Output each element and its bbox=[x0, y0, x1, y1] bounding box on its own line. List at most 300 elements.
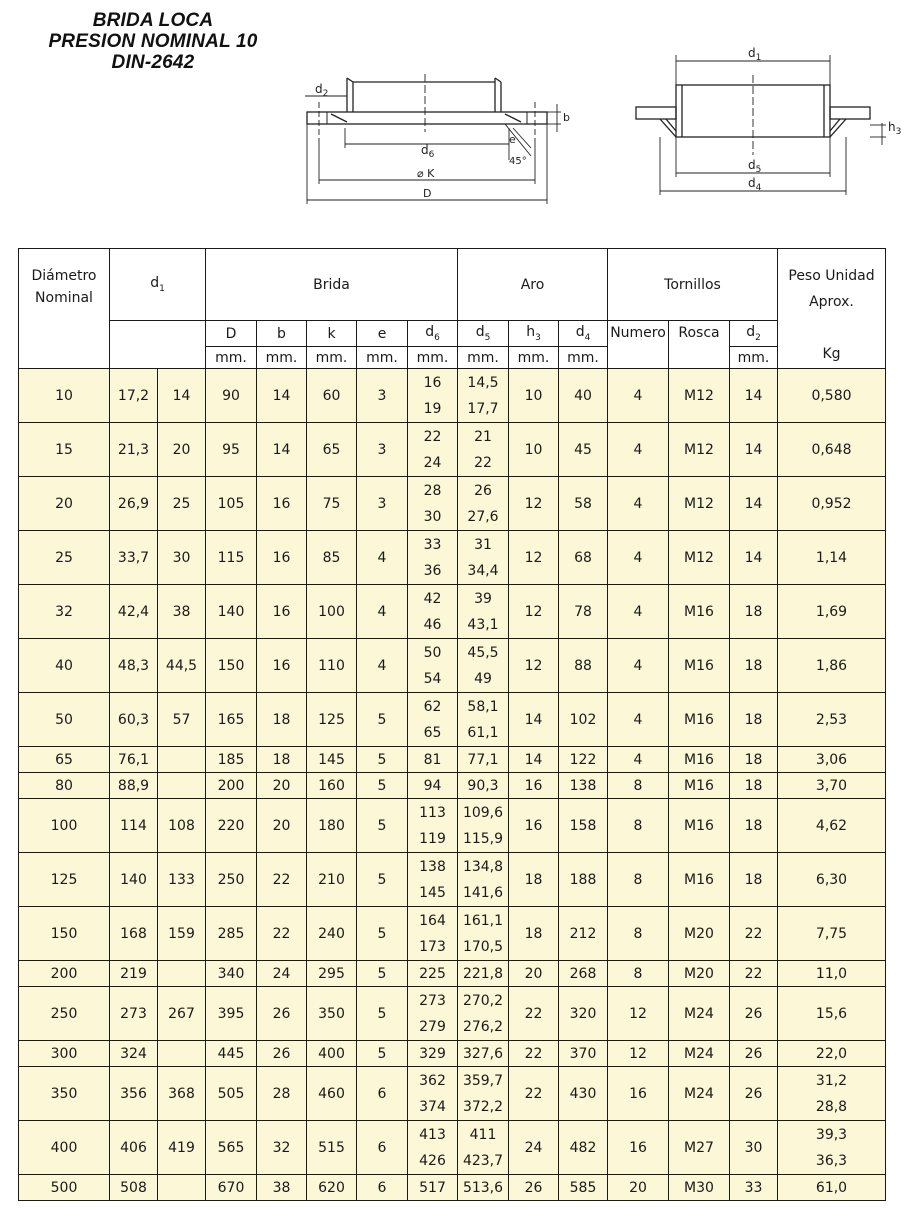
cell-e: 5 bbox=[357, 773, 408, 799]
cell-d5: 513,6 bbox=[458, 1175, 509, 1201]
cell-d2: 18 bbox=[730, 585, 778, 639]
cell-iso: 406 bbox=[110, 1121, 158, 1175]
table-row bbox=[19, 961, 886, 987]
cell-rosca: M16 bbox=[669, 585, 730, 639]
cell-d2: 14 bbox=[730, 531, 778, 585]
cell-d2: 18 bbox=[730, 799, 778, 853]
unit-d2: mm. bbox=[730, 347, 778, 369]
cell-d4: 40 bbox=[559, 369, 608, 423]
cell-k: 400 bbox=[307, 1041, 357, 1067]
cell-h3: 24 bbox=[509, 1121, 559, 1175]
cell-d6: 33 36 bbox=[408, 531, 458, 585]
unit-b: mm. bbox=[257, 347, 307, 369]
cell-rosca: M16 bbox=[669, 773, 730, 799]
cell-b: 18 bbox=[257, 693, 307, 747]
table-row bbox=[19, 369, 886, 423]
cell-d4: 138 bbox=[559, 773, 608, 799]
cell-k: 160 bbox=[307, 773, 357, 799]
cell-D: 105 bbox=[206, 477, 257, 531]
cell-rosca: M24 bbox=[669, 1041, 730, 1067]
cell-d4: 188 bbox=[559, 853, 608, 907]
header-peso: Peso Unidad Aprox. Kg bbox=[778, 249, 886, 369]
cell-numero: 20 bbox=[608, 1175, 669, 1201]
cell-d5: 31 34,4 bbox=[458, 531, 509, 585]
table-row bbox=[19, 1121, 886, 1175]
cell-peso: 0,580 bbox=[778, 369, 886, 423]
cell-d5: 109,6 115,9 bbox=[458, 799, 509, 853]
cell-rosca: M24 bbox=[669, 987, 730, 1041]
cell-k: 620 bbox=[307, 1175, 357, 1201]
cell-d2: 26 bbox=[730, 1067, 778, 1121]
cell-dn: 20 bbox=[19, 477, 110, 531]
header-d4: $d_4$ bbox=[559, 321, 608, 347]
cell-k: 350 bbox=[307, 987, 357, 1041]
cell-D: 165 bbox=[206, 693, 257, 747]
cell-d4: 68 bbox=[559, 531, 608, 585]
cell-rosca: M20 bbox=[669, 907, 730, 961]
cell-d6: 28 30 bbox=[408, 477, 458, 531]
cell-e: 3 bbox=[357, 423, 408, 477]
cell-b: 20 bbox=[257, 799, 307, 853]
cell-d6: 329 bbox=[408, 1041, 458, 1067]
cell-h3: 12 bbox=[509, 639, 559, 693]
cell-d6: 16 19 bbox=[408, 369, 458, 423]
cell-iso: 273 bbox=[110, 987, 158, 1041]
cell-d4: 212 bbox=[559, 907, 608, 961]
cell-peso: 0,952 bbox=[778, 477, 886, 531]
cell-peso: 6,30 bbox=[778, 853, 886, 907]
cell-din bbox=[158, 1175, 206, 1201]
header-D: D bbox=[206, 321, 257, 347]
cell-d5: 39 43,1 bbox=[458, 585, 509, 639]
cell-k: 85 bbox=[307, 531, 357, 585]
table-row bbox=[19, 799, 886, 853]
cell-D: 505 bbox=[206, 1067, 257, 1121]
cell-d5: 134,8 141,6 bbox=[458, 853, 509, 907]
cell-b: 32 bbox=[257, 1121, 307, 1175]
cell-k: 210 bbox=[307, 853, 357, 907]
header-brida: Brida bbox=[206, 249, 458, 321]
header-d1: $d_1$ bbox=[110, 249, 206, 321]
cell-din bbox=[158, 1041, 206, 1067]
cell-h3: 12 bbox=[509, 585, 559, 639]
label-d6: $d_6$ bbox=[421, 143, 435, 160]
cell-h3: 18 bbox=[509, 853, 559, 907]
cell-k: 125 bbox=[307, 693, 357, 747]
cell-rosca: M24 bbox=[669, 1067, 730, 1121]
cell-D: 670 bbox=[206, 1175, 257, 1201]
cell-din: 419 bbox=[158, 1121, 206, 1175]
cell-e: 4 bbox=[357, 639, 408, 693]
cell-D: 115 bbox=[206, 531, 257, 585]
cell-e: 6 bbox=[357, 1175, 408, 1201]
cell-k: 295 bbox=[307, 961, 357, 987]
cell-peso: 1,86 bbox=[778, 639, 886, 693]
cell-dn: 400 bbox=[19, 1121, 110, 1175]
cell-peso: 0,648 bbox=[778, 423, 886, 477]
cell-e: 5 bbox=[357, 987, 408, 1041]
cell-D: 445 bbox=[206, 1041, 257, 1067]
cell-h3: 22 bbox=[509, 1041, 559, 1067]
cell-numero: 4 bbox=[608, 531, 669, 585]
cell-d6: 164 173 bbox=[408, 907, 458, 961]
cell-d4: 58 bbox=[559, 477, 608, 531]
cell-b: 28 bbox=[257, 1067, 307, 1121]
cell-h3: 10 bbox=[509, 369, 559, 423]
cell-D: 95 bbox=[206, 423, 257, 477]
table-row bbox=[19, 1067, 886, 1121]
header-d1-sub bbox=[110, 321, 206, 369]
cell-D: 150 bbox=[206, 639, 257, 693]
unit-k: mm. bbox=[307, 347, 357, 369]
unit-d4: mm. bbox=[559, 347, 608, 369]
table-row bbox=[19, 1041, 886, 1067]
cell-k: 145 bbox=[307, 747, 357, 773]
cell-D: 285 bbox=[206, 907, 257, 961]
header-numero: Numero bbox=[608, 321, 669, 369]
cell-din: 30 bbox=[158, 531, 206, 585]
cell-d6: 113 119 bbox=[408, 799, 458, 853]
cell-h3: 18 bbox=[509, 907, 559, 961]
label-d1: $d_1$ bbox=[748, 46, 762, 63]
title-line-2: PRESION NOMINAL 10 bbox=[48, 31, 258, 52]
unit-e: mm. bbox=[357, 347, 408, 369]
cell-iso: 219 bbox=[110, 961, 158, 987]
cell-h3: 12 bbox=[509, 531, 559, 585]
cell-peso: 4,62 bbox=[778, 799, 886, 853]
cell-dn: 100 bbox=[19, 799, 110, 853]
header-tornillos: Tornillos bbox=[608, 249, 778, 321]
header-e: e bbox=[357, 321, 408, 347]
cell-k: 75 bbox=[307, 477, 357, 531]
cell-d4: 320 bbox=[559, 987, 608, 1041]
cell-din bbox=[158, 773, 206, 799]
cell-iso: 17,2 bbox=[110, 369, 158, 423]
cell-d5: 359,7 372,2 bbox=[458, 1067, 509, 1121]
cell-b: 38 bbox=[257, 1175, 307, 1201]
cell-b: 26 bbox=[257, 987, 307, 1041]
cell-iso: 114 bbox=[110, 799, 158, 853]
cell-d6: 42 46 bbox=[408, 585, 458, 639]
cell-d5: 58,1 61,1 bbox=[458, 693, 509, 747]
unit-h3: mm. bbox=[509, 347, 559, 369]
cell-e: 5 bbox=[357, 961, 408, 987]
cell-d5: 14,5 17,7 bbox=[458, 369, 509, 423]
header-d5: $d_5$ bbox=[458, 321, 509, 347]
cell-d4: 88 bbox=[559, 639, 608, 693]
cell-d5: 411 423,7 bbox=[458, 1121, 509, 1175]
cell-d4: 430 bbox=[559, 1067, 608, 1121]
header-diametro-nominal: Diámetro Nominal bbox=[19, 249, 110, 369]
cell-rosca: M30 bbox=[669, 1175, 730, 1201]
header-k: k bbox=[307, 321, 357, 347]
cell-numero: 4 bbox=[608, 747, 669, 773]
cell-k: 110 bbox=[307, 639, 357, 693]
cell-d5: 221,8 bbox=[458, 961, 509, 987]
cell-rosca: M16 bbox=[669, 693, 730, 747]
cell-d4: 45 bbox=[559, 423, 608, 477]
header-b: b bbox=[257, 321, 307, 347]
cell-rosca: M20 bbox=[669, 961, 730, 987]
cell-iso: 48,3 bbox=[110, 639, 158, 693]
cell-b: 16 bbox=[257, 585, 307, 639]
cell-rosca: M16 bbox=[669, 747, 730, 773]
cell-d6: 81 bbox=[408, 747, 458, 773]
flange-spec-table bbox=[18, 248, 886, 1201]
cell-d6: 273 279 bbox=[408, 987, 458, 1041]
cell-b: 18 bbox=[257, 747, 307, 773]
cell-d2: 26 bbox=[730, 1041, 778, 1067]
cell-d4: 585 bbox=[559, 1175, 608, 1201]
header-d2: $d_2$ bbox=[730, 321, 778, 347]
cell-d4: 482 bbox=[559, 1121, 608, 1175]
cell-b: 16 bbox=[257, 531, 307, 585]
cell-din: 368 bbox=[158, 1067, 206, 1121]
cell-d4: 102 bbox=[559, 693, 608, 747]
table-row bbox=[19, 693, 886, 747]
cell-b: 22 bbox=[257, 907, 307, 961]
document-title bbox=[18, 10, 288, 73]
cell-dn: 500 bbox=[19, 1175, 110, 1201]
cell-numero: 16 bbox=[608, 1121, 669, 1175]
cell-e: 5 bbox=[357, 693, 408, 747]
cell-d5: 90,3 bbox=[458, 773, 509, 799]
cell-numero: 4 bbox=[608, 585, 669, 639]
label-d2: $d_2$ bbox=[315, 82, 329, 99]
cell-e: 5 bbox=[357, 747, 408, 773]
cell-peso: 61,0 bbox=[778, 1175, 886, 1201]
cell-D: 140 bbox=[206, 585, 257, 639]
cell-numero: 8 bbox=[608, 773, 669, 799]
cell-e: 5 bbox=[357, 907, 408, 961]
cell-d2: 18 bbox=[730, 693, 778, 747]
cell-d6: 94 bbox=[408, 773, 458, 799]
cell-e: 6 bbox=[357, 1067, 408, 1121]
cell-d2: 14 bbox=[730, 423, 778, 477]
label-d5: $d_5$ bbox=[748, 158, 762, 175]
cell-dn: 300 bbox=[19, 1041, 110, 1067]
cell-h3: 20 bbox=[509, 961, 559, 987]
unit-d6: mm. bbox=[408, 347, 458, 369]
cell-din: 108 bbox=[158, 799, 206, 853]
cell-d5: 327,6 bbox=[458, 1041, 509, 1067]
cell-D: 220 bbox=[206, 799, 257, 853]
cell-iso: 140 bbox=[110, 853, 158, 907]
cell-b: 20 bbox=[257, 773, 307, 799]
cell-dn: 200 bbox=[19, 961, 110, 987]
table-row bbox=[19, 987, 886, 1041]
table-row bbox=[19, 1175, 886, 1201]
cell-peso: 1,69 bbox=[778, 585, 886, 639]
cell-e: 3 bbox=[357, 477, 408, 531]
cell-D: 565 bbox=[206, 1121, 257, 1175]
cell-d6: 362 374 bbox=[408, 1067, 458, 1121]
cell-dn: 80 bbox=[19, 773, 110, 799]
cell-d2: 18 bbox=[730, 747, 778, 773]
cell-k: 100 bbox=[307, 585, 357, 639]
cell-din: 44,5 bbox=[158, 639, 206, 693]
cell-rosca: M12 bbox=[669, 369, 730, 423]
cell-d2: 22 bbox=[730, 961, 778, 987]
cell-b: 16 bbox=[257, 477, 307, 531]
cell-e: 6 bbox=[357, 1121, 408, 1175]
cell-d4: 158 bbox=[559, 799, 608, 853]
cell-rosca: M16 bbox=[669, 853, 730, 907]
cell-din: 133 bbox=[158, 853, 206, 907]
cell-iso: 42,4 bbox=[110, 585, 158, 639]
cell-rosca: M12 bbox=[669, 531, 730, 585]
cell-D: 340 bbox=[206, 961, 257, 987]
cell-numero: 12 bbox=[608, 987, 669, 1041]
table-row bbox=[19, 477, 886, 531]
cell-d2: 22 bbox=[730, 907, 778, 961]
cell-iso: 26,9 bbox=[110, 477, 158, 531]
cell-iso: 76,1 bbox=[110, 747, 158, 773]
cell-b: 22 bbox=[257, 853, 307, 907]
cell-numero: 4 bbox=[608, 477, 669, 531]
cell-iso: 60,3 bbox=[110, 693, 158, 747]
label-h3: $h_3$ bbox=[888, 120, 902, 137]
cell-d2: 18 bbox=[730, 639, 778, 693]
cell-numero: 8 bbox=[608, 853, 669, 907]
cell-iso: 33,7 bbox=[110, 531, 158, 585]
cell-b: 24 bbox=[257, 961, 307, 987]
cell-d6: 22 24 bbox=[408, 423, 458, 477]
cell-h3: 10 bbox=[509, 423, 559, 477]
cell-peso: 15,6 bbox=[778, 987, 886, 1041]
cell-D: 200 bbox=[206, 773, 257, 799]
cell-peso: 39,3 36,3 bbox=[778, 1121, 886, 1175]
cell-d6: 138 145 bbox=[408, 853, 458, 907]
cell-din: 14 bbox=[158, 369, 206, 423]
cell-rosca: M27 bbox=[669, 1121, 730, 1175]
cell-peso: 11,0 bbox=[778, 961, 886, 987]
cell-din: 25 bbox=[158, 477, 206, 531]
cell-D: 395 bbox=[206, 987, 257, 1041]
title-line-3: DIN-2642 bbox=[111, 52, 195, 73]
cell-din: 20 bbox=[158, 423, 206, 477]
header-rosca: Rosca bbox=[669, 321, 730, 369]
cell-numero: 12 bbox=[608, 1041, 669, 1067]
cell-dn: 65 bbox=[19, 747, 110, 773]
cell-k: 515 bbox=[307, 1121, 357, 1175]
cell-numero: 4 bbox=[608, 423, 669, 477]
title-line-1: BRIDA LOCA bbox=[92, 10, 214, 31]
table-row bbox=[19, 773, 886, 799]
cell-din: 38 bbox=[158, 585, 206, 639]
header-d6: $d_6$ bbox=[408, 321, 458, 347]
cell-dn: 250 bbox=[19, 987, 110, 1041]
cell-d2: 26 bbox=[730, 987, 778, 1041]
cell-d5: 161,1 170,5 bbox=[458, 907, 509, 961]
cell-iso: 168 bbox=[110, 907, 158, 961]
cell-dn: 350 bbox=[19, 1067, 110, 1121]
table-row bbox=[19, 639, 886, 693]
cell-d4: 268 bbox=[559, 961, 608, 987]
cell-b: 14 bbox=[257, 369, 307, 423]
cell-peso: 22,0 bbox=[778, 1041, 886, 1067]
cell-d2: 33 bbox=[730, 1175, 778, 1201]
cell-rosca: M12 bbox=[669, 423, 730, 477]
cell-h3: 26 bbox=[509, 1175, 559, 1201]
cell-iso: 88,9 bbox=[110, 773, 158, 799]
flange-drawing bbox=[295, 72, 575, 212]
cell-numero: 16 bbox=[608, 1067, 669, 1121]
cell-k: 180 bbox=[307, 799, 357, 853]
cell-d5: 45,5 49 bbox=[458, 639, 509, 693]
cell-e: 4 bbox=[357, 585, 408, 639]
label-d: D bbox=[423, 187, 432, 200]
cell-d4: 370 bbox=[559, 1041, 608, 1067]
cell-d6: 413 426 bbox=[408, 1121, 458, 1175]
label-d4: $d_4$ bbox=[748, 176, 762, 193]
cell-din bbox=[158, 747, 206, 773]
cell-peso: 2,53 bbox=[778, 693, 886, 747]
unit-D: mm. bbox=[206, 347, 257, 369]
label-angle: 45° bbox=[509, 156, 527, 167]
cell-dn: 25 bbox=[19, 531, 110, 585]
cell-peso: 31,2 28,8 bbox=[778, 1067, 886, 1121]
cell-numero: 8 bbox=[608, 961, 669, 987]
cell-peso: 7,75 bbox=[778, 907, 886, 961]
cell-d5: 77,1 bbox=[458, 747, 509, 773]
cell-d2: 18 bbox=[730, 853, 778, 907]
cell-b: 14 bbox=[257, 423, 307, 477]
cell-d6: 225 bbox=[408, 961, 458, 987]
cell-numero: 8 bbox=[608, 907, 669, 961]
cell-d5: 270,2 276,2 bbox=[458, 987, 509, 1041]
cell-b: 16 bbox=[257, 639, 307, 693]
cell-dn: 15 bbox=[19, 423, 110, 477]
header-h3: $h_3$ bbox=[509, 321, 559, 347]
ring-drawing bbox=[630, 45, 900, 205]
table-row bbox=[19, 585, 886, 639]
cell-h3: 14 bbox=[509, 693, 559, 747]
cell-iso: 508 bbox=[110, 1175, 158, 1201]
cell-k: 240 bbox=[307, 907, 357, 961]
cell-d5: 21 22 bbox=[458, 423, 509, 477]
cell-dn: 50 bbox=[19, 693, 110, 747]
cell-numero: 4 bbox=[608, 693, 669, 747]
cell-numero: 4 bbox=[608, 369, 669, 423]
cell-rosca: M16 bbox=[669, 799, 730, 853]
cell-rosca: M16 bbox=[669, 639, 730, 693]
table-row bbox=[19, 747, 886, 773]
cell-b: 26 bbox=[257, 1041, 307, 1067]
cell-h3: 16 bbox=[509, 799, 559, 853]
cell-e: 5 bbox=[357, 1041, 408, 1067]
label-k: ⌀ K bbox=[417, 167, 435, 180]
header-aro: Aro bbox=[458, 249, 608, 321]
label-b: b bbox=[563, 111, 570, 124]
cell-e: 5 bbox=[357, 799, 408, 853]
cell-dn: 40 bbox=[19, 639, 110, 693]
cell-iso: 324 bbox=[110, 1041, 158, 1067]
cell-dn: 125 bbox=[19, 853, 110, 907]
label-e: e bbox=[509, 133, 516, 146]
cell-dn: 10 bbox=[19, 369, 110, 423]
cell-iso: 356 bbox=[110, 1067, 158, 1121]
cell-dn: 32 bbox=[19, 585, 110, 639]
cell-D: 250 bbox=[206, 853, 257, 907]
cell-peso: 3,06 bbox=[778, 747, 886, 773]
cell-h3: 16 bbox=[509, 773, 559, 799]
cell-h3: 22 bbox=[509, 1067, 559, 1121]
cell-d6: 50 54 bbox=[408, 639, 458, 693]
table-row bbox=[19, 853, 886, 907]
table-row bbox=[19, 423, 886, 477]
unit-d5: mm. bbox=[458, 347, 509, 369]
